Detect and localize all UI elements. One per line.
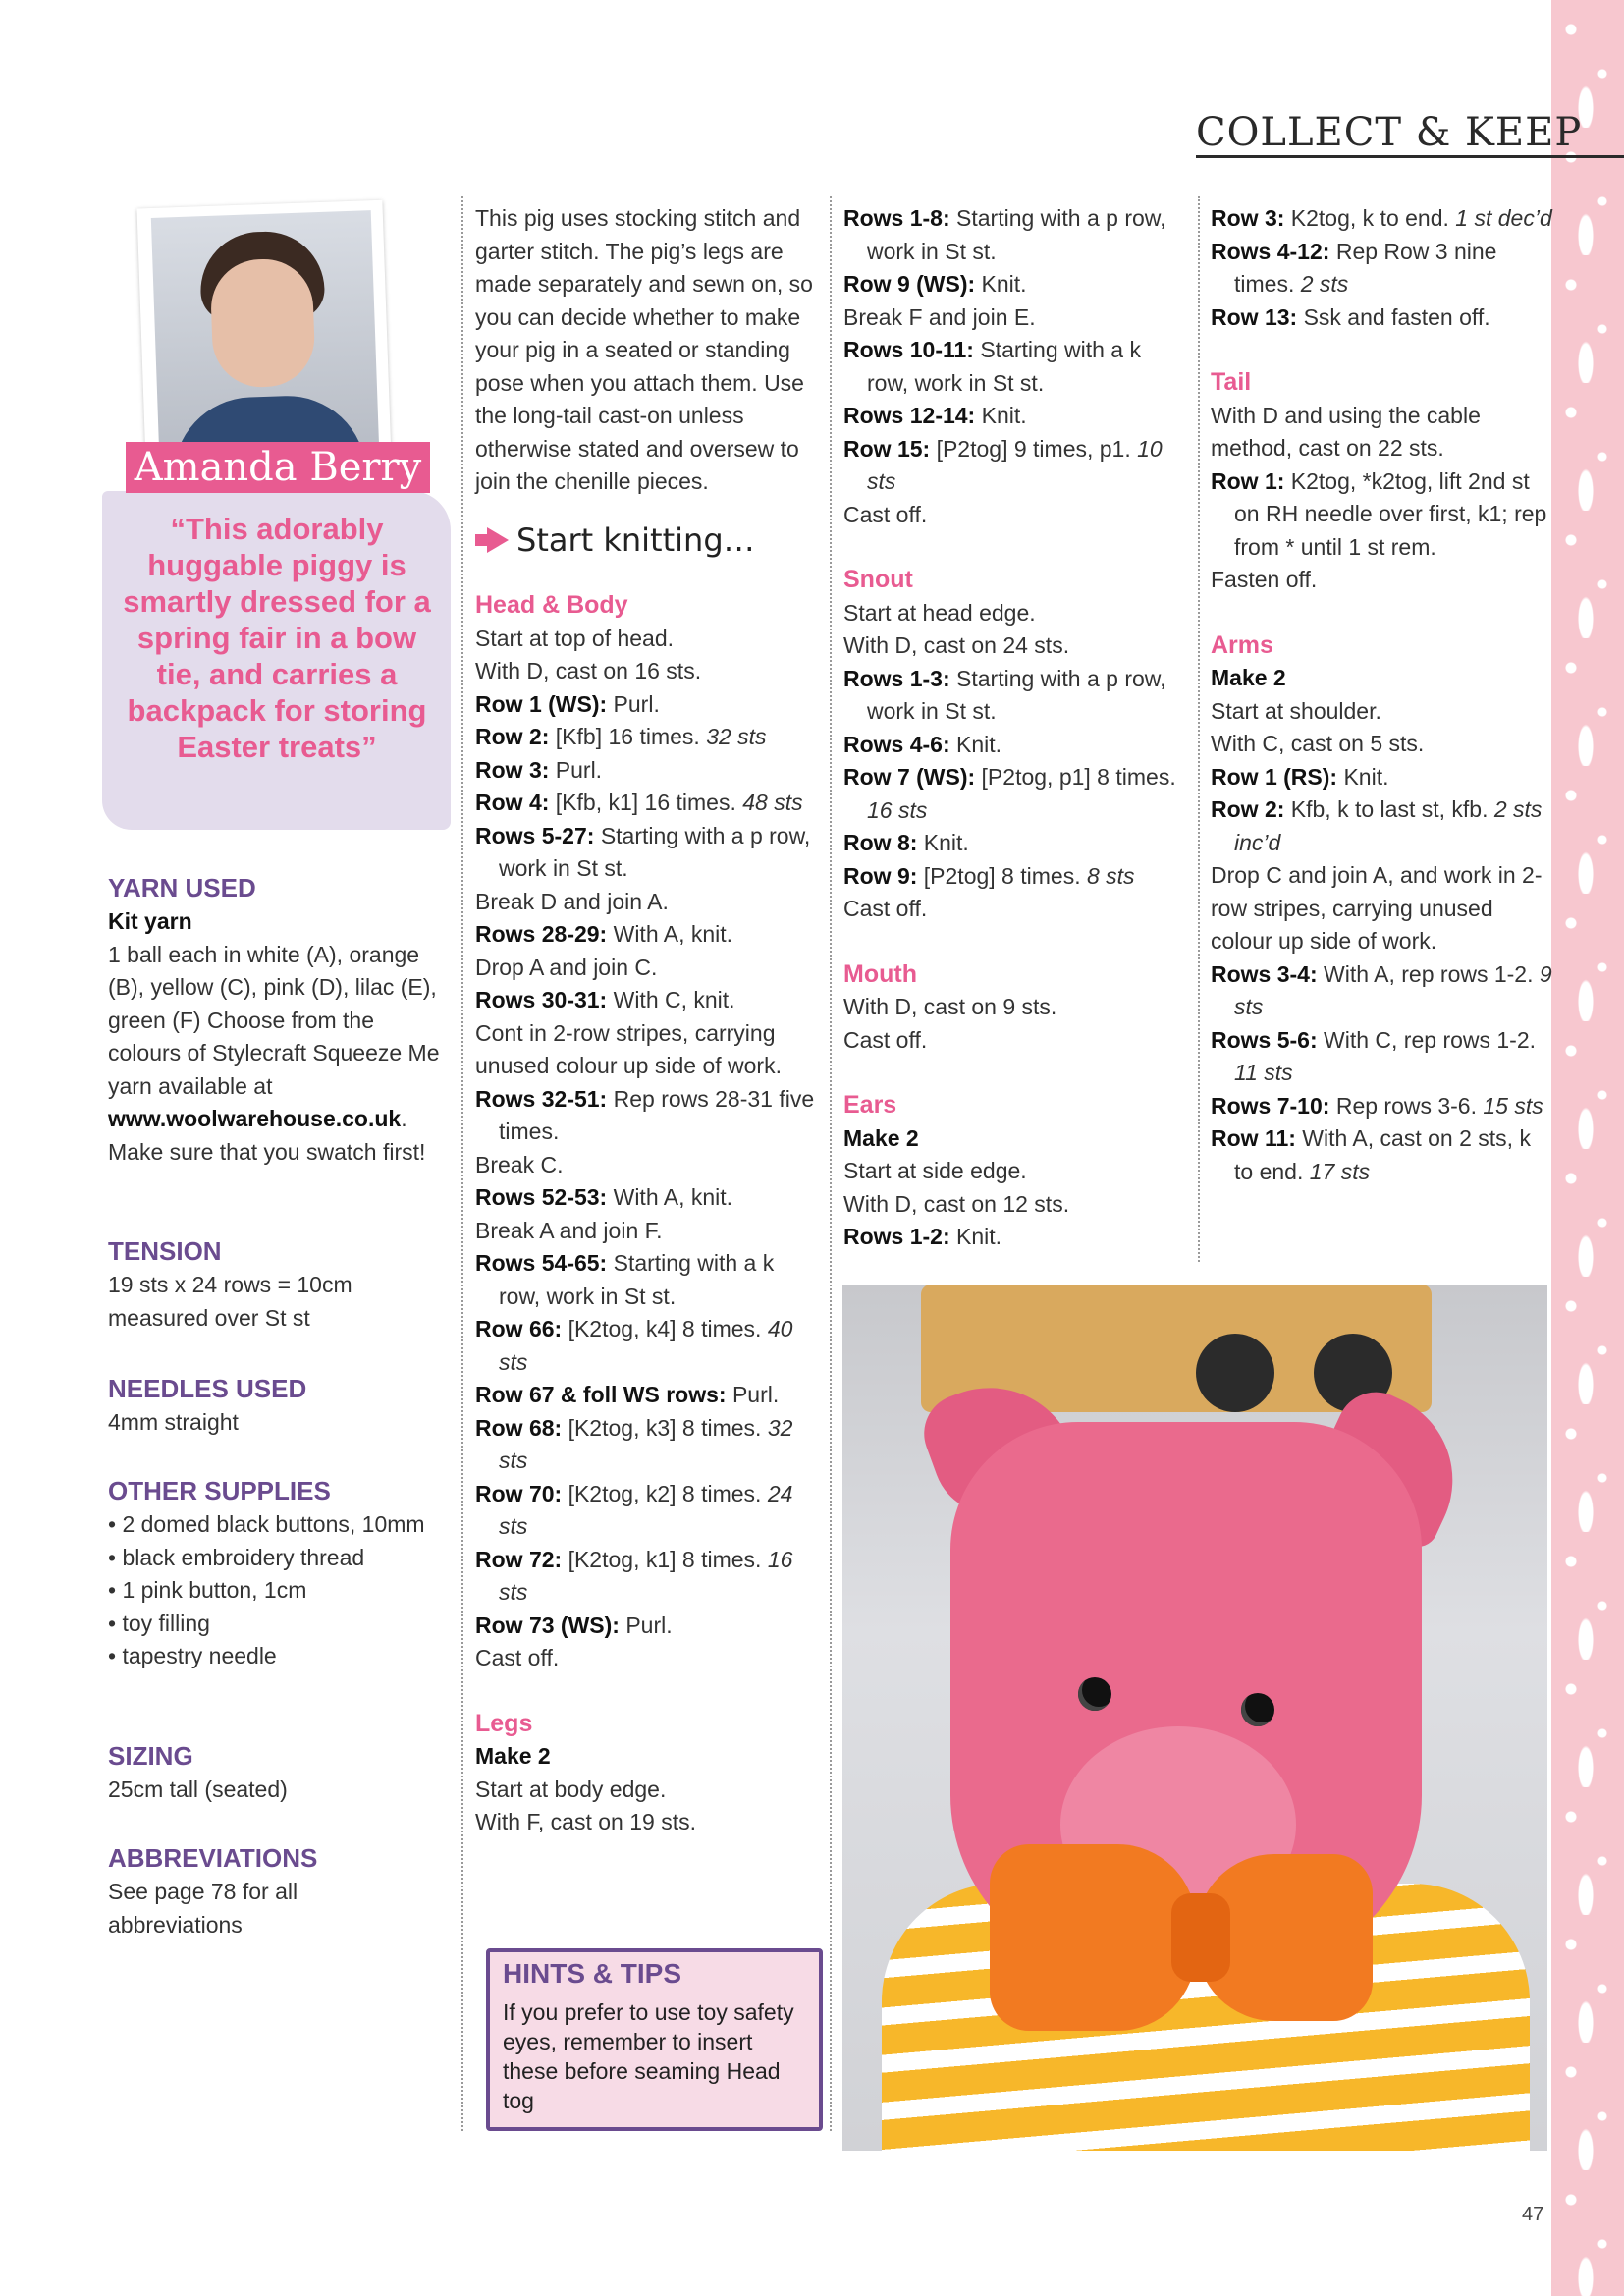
row-label: Row 8: <box>843 830 918 855</box>
supplies-section <box>108 1473 452 1673</box>
sizing-text: 25cm tall (seated) <box>108 1777 288 1802</box>
arms-instructions <box>1211 695 1554 1189</box>
row-label: Rows 4-6: <box>843 731 950 757</box>
row-label: Row 7 (WS): <box>843 764 976 790</box>
instruction-line <box>1211 465 1554 565</box>
row-label: Row 2: <box>1211 796 1285 822</box>
designer-quote: “This adorably huggable piggy is smartly dressed for a spring fair in a bow tie, and carries a backpack for storing Easter treats” <box>123 512 431 764</box>
tension-section <box>108 1233 452 1335</box>
row-label: Row 73 (WS): <box>475 1612 620 1638</box>
instruction-line <box>475 1181 819 1215</box>
ears-instructions <box>843 1155 1187 1254</box>
instruction-line <box>1211 761 1554 794</box>
tail-title: Tail <box>1211 368 1252 396</box>
instruction-line <box>843 268 1187 301</box>
mouth-instructions <box>843 991 1187 1057</box>
legs-make: Make 2 <box>475 1743 551 1769</box>
row-label: Row 13: <box>1211 303 1298 330</box>
instruction-text: Start at shoulder. <box>1211 697 1381 724</box>
row-label: Rows 28-29: <box>475 921 608 947</box>
ears-title: Ears <box>843 1091 897 1119</box>
instruction-line <box>843 893 1187 926</box>
instruction-line <box>475 1610 819 1643</box>
head-body-title: Head & Body <box>475 591 628 619</box>
instruction-text: Purl. <box>607 690 660 717</box>
instruction-line <box>1211 301 1554 335</box>
supply-item: • toy filling <box>108 1610 210 1636</box>
instruction-line <box>475 1774 819 1807</box>
instruction-line <box>475 1247 819 1313</box>
abbreviations-section <box>108 1840 344 1941</box>
designer-name: Amanda Berry <box>126 442 430 493</box>
row-label: Rows 52-53: <box>475 1184 608 1210</box>
stitch-count: 8 sts <box>1086 862 1135 889</box>
instruction-line <box>475 1544 819 1610</box>
instruction-text: [K2tog, k2] 8 times. <box>562 1480 768 1506</box>
row-label: Rows 30-31: <box>475 987 608 1012</box>
yarn-heading: YARN USED <box>108 873 256 902</box>
row-label: Rows 54-65: <box>475 1250 608 1276</box>
yarn-subheading: Kit yarn <box>108 908 192 934</box>
stitch-count: 10 sts <box>867 435 1163 494</box>
instruction-line <box>475 1379 819 1412</box>
row-label: Rows 1-8: <box>843 205 950 231</box>
instruction-line <box>843 301 1187 335</box>
instruction-text: [P2tog] 8 times. <box>917 862 1087 889</box>
row-label: Row 70: <box>475 1480 563 1506</box>
supply-item: • tapestry needle <box>108 1643 277 1668</box>
instruction-text: Knit. <box>949 1224 1002 1249</box>
legs-continued-instructions <box>843 202 1187 531</box>
instruction-line <box>1211 1024 1554 1090</box>
instruction-text: With D, cast on 9 sts. <box>843 994 1057 1019</box>
pattern-column-3 <box>1211 202 1554 1188</box>
row-label: Rows 7-10: <box>1211 1092 1330 1119</box>
instruction-line <box>475 1083 819 1149</box>
stitch-count: 32 sts <box>706 724 767 749</box>
instruction-line <box>843 334 1187 400</box>
instruction-text: With A, knit. <box>607 1184 733 1210</box>
instruction-line <box>475 787 819 820</box>
stitch-count: 16 sts <box>867 796 928 823</box>
instruction-line <box>475 655 819 688</box>
instruction-text: Knit. <box>975 403 1027 428</box>
instruction-text: [K2tog, k1] 8 times. <box>562 1546 768 1572</box>
row-label: Rows 5-6: <box>1211 1026 1318 1053</box>
instruction-text: Ssk and fasten off. <box>1297 303 1490 330</box>
instruction-text: With A, cast on 2 sts, k to end. <box>1234 1125 1531 1184</box>
row-label: Rows 5-27: <box>475 822 595 848</box>
start-knitting-label: Start knitting… <box>516 520 755 559</box>
instruction-text: Starting with a p row, work in St st. <box>499 822 811 881</box>
supplies-heading: OTHER SUPPLIES <box>108 1476 331 1505</box>
instruction-text: K2tog, *k2tog, lift 2nd st on RH needle over first, k1; rep from * until 1 st rem. <box>1234 467 1547 560</box>
yarn-section <box>108 870 452 1169</box>
instruction-text: Start at side edge. <box>843 1158 1027 1183</box>
instruction-text: [K2tog, k4] 8 times. <box>562 1316 768 1341</box>
instruction-line <box>1211 958 1554 1024</box>
truck-wheel <box>1196 1334 1274 1412</box>
instruction-text: Rep rows 28-31 five times. <box>499 1085 815 1144</box>
instruction-line <box>1211 400 1554 465</box>
sizing-section <box>108 1738 452 1807</box>
instruction-text: With F, cast on 19 sts. <box>475 1809 696 1834</box>
instruction-line <box>843 729 1187 762</box>
row-label: Row 9: <box>843 862 918 889</box>
instruction-text: Cast off. <box>843 896 928 921</box>
instruction-text: Starting with a p row, work in St st. <box>867 665 1166 724</box>
instruction-text: [Kfb] 16 times. <box>549 724 707 749</box>
row-label: Row 3: <box>475 756 550 783</box>
column-divider <box>461 196 463 2131</box>
pig-eye-right <box>1241 1693 1274 1726</box>
column-divider <box>1198 196 1200 1262</box>
instruction-text: Knit. <box>917 830 969 855</box>
instruction-text: Start at head edge. <box>843 599 1036 626</box>
instruction-line <box>843 499 1187 532</box>
header-rule <box>1196 155 1624 158</box>
abbreviations-heading: ABBREVIATIONS <box>108 1843 318 1873</box>
instruction-text: With C, rep rows 1-2. <box>1317 1026 1537 1053</box>
instruction-line <box>843 1188 1187 1222</box>
instruction-line <box>475 1478 819 1544</box>
instruction-text: Fasten off. <box>1211 567 1318 592</box>
instruction-text: Break C. <box>475 1151 564 1177</box>
row-label: Row 9 (WS): <box>843 271 976 297</box>
instruction-text: Starting with a k row, work in St st. <box>867 337 1141 396</box>
instruction-line <box>843 400 1187 433</box>
instruction-line <box>843 1221 1187 1254</box>
start-knitting-heading <box>475 520 819 559</box>
intro-text: This pig uses stocking stitch and garter stitch. The pig’s legs are made separately and sewn on, so you can decide whether to make your pig in a seated or standing pose when you attach them. Use the long-tail cast-on unless otherwise stated and oversew to join the chenille pieces. <box>475 205 813 494</box>
row-label: Rows 1-2: <box>843 1224 950 1249</box>
instruction-line <box>1211 1090 1554 1123</box>
sizing-heading: SIZING <box>108 1741 193 1771</box>
arms-make: Make 2 <box>1211 665 1286 690</box>
stitch-count: 9 sts <box>1234 960 1552 1019</box>
yarn-text: 1 ball each in white (A), orange (B), yellow (C), pink (D), lilac (E), green (F) Choose from the colours of Stylecraft Squeeze Me yarn available at <box>108 941 440 1099</box>
mouth-title: Mouth <box>843 959 917 988</box>
row-label: Row 3: <box>1211 205 1285 231</box>
head-body-instructions <box>475 623 819 1675</box>
column-divider <box>830 196 832 2131</box>
instruction-text: With C, cast on 5 sts. <box>1211 731 1425 756</box>
instruction-line <box>1211 1122 1554 1188</box>
ears-continued-instructions <box>1211 202 1554 334</box>
instruction-line <box>843 860 1187 894</box>
row-label: Row 72: <box>475 1546 563 1572</box>
instruction-text: With D and using the cable method, cast on 22 sts. <box>1211 402 1481 461</box>
instruction-line <box>843 629 1187 663</box>
instruction-line <box>843 597 1187 630</box>
needles-section <box>108 1371 452 1440</box>
instruction-text: Drop C and join A, and work in 2-row stripes, carrying unused colour up side of work. <box>1211 862 1543 954</box>
stitch-count: 24 sts <box>499 1480 793 1539</box>
snout-instructions <box>843 597 1187 926</box>
instruction-text: Drop A and join C. <box>475 954 658 980</box>
decorative-border <box>1551 0 1624 2296</box>
row-label: Rows 10-11: <box>843 337 974 362</box>
page-number: 47 <box>1522 2204 1544 2225</box>
instruction-line <box>475 1313 819 1379</box>
instruction-text: Break D and join A. <box>475 888 669 914</box>
instruction-line <box>1211 728 1554 761</box>
instruction-line <box>475 1806 819 1839</box>
instruction-line <box>843 1024 1187 1058</box>
instruction-text: With A, knit. <box>607 921 733 947</box>
instruction-line <box>843 433 1187 499</box>
instruction-text: Purl. <box>549 756 603 783</box>
yarn-text-end: . Make sure that you swatch first! <box>108 1106 426 1165</box>
yarn-url: www.woolwarehouse.co.uk <box>108 1106 402 1131</box>
instruction-line <box>1211 236 1554 301</box>
instruction-text: [K2tog, k3] 8 times. <box>562 1414 768 1441</box>
instruction-text: With C, knit. <box>607 987 735 1012</box>
instruction-line <box>843 761 1187 827</box>
row-label: Row 68: <box>475 1414 563 1441</box>
row-label: Row 1: <box>1211 467 1285 494</box>
instruction-line <box>475 820 819 886</box>
instruction-line <box>1211 202 1554 236</box>
instruction-text: With D, cast on 24 sts. <box>843 632 1070 658</box>
instruction-text: Starting with a p row, work in St st. <box>867 205 1166 264</box>
row-label: Rows 12-14: <box>843 403 976 428</box>
instruction-text: With A, rep rows 1-2. <box>1317 960 1540 987</box>
row-label: Rows 32-51: <box>475 1085 608 1112</box>
instruction-text: Cont in 2-row stripes, carrying unused colour up side of work. <box>475 1019 782 1078</box>
instruction-text: Knit. <box>1337 763 1389 790</box>
instruction-line <box>475 1642 819 1675</box>
stitch-count: 2 sts inc’d <box>1234 796 1543 855</box>
instruction-text: [P2tog] 9 times, p1. <box>930 435 1138 462</box>
instruction-line <box>1211 859 1554 958</box>
legs-title: Legs <box>475 1709 533 1737</box>
instruction-line <box>475 1149 819 1182</box>
instruction-line <box>475 886 819 919</box>
instruction-text: With D, cast on 16 sts. <box>475 658 702 683</box>
hints-title: HINTS & TIPS <box>503 1958 682 1989</box>
instruction-text: Knit. <box>975 271 1027 297</box>
instruction-line <box>475 1215 819 1248</box>
ears-make: Make 2 <box>843 1124 919 1151</box>
row-label: Row 1 (RS): <box>1211 763 1338 790</box>
tension-text: 19 sts x 24 rows = 10cm measured over St st <box>108 1272 352 1331</box>
instruction-text: Purl. <box>726 1382 780 1407</box>
instruction-text: [Kfb, k1] 16 times. <box>549 790 743 815</box>
arms-title: Arms <box>1211 630 1273 659</box>
needles-heading: NEEDLES USED <box>108 1374 307 1403</box>
abbreviations-text: See page 78 for all abbreviations <box>108 1879 298 1938</box>
instruction-line <box>475 623 819 656</box>
instruction-line <box>475 1412 819 1478</box>
instruction-line <box>475 984 819 1017</box>
row-label: Row 66: <box>475 1316 563 1341</box>
stitch-count: 2 sts <box>1300 271 1349 297</box>
section-header-title: COLLECT & KEEP <box>1196 110 1583 155</box>
instruction-text: Start at top of head. <box>475 625 675 651</box>
stitch-count: 32 sts <box>499 1414 793 1473</box>
instruction-line <box>1211 793 1554 859</box>
instruction-line <box>843 827 1187 860</box>
supply-item: • black embroidery thread <box>108 1544 365 1570</box>
stitch-count: 48 sts <box>742 790 803 815</box>
snout-title: Snout <box>843 566 913 593</box>
needles-text: 4mm straight <box>108 1409 239 1435</box>
row-label: Row 67 & foll WS rows: <box>475 1382 727 1407</box>
tension-heading: TENSION <box>108 1236 222 1266</box>
pig-toy-photo <box>842 1285 1547 2151</box>
instruction-line <box>475 721 819 754</box>
instruction-line <box>843 202 1187 268</box>
pig-bow-tie-knot <box>1171 1893 1230 1982</box>
instruction-text: Rep Row 3 nine times. <box>1234 238 1497 297</box>
instruction-line <box>843 663 1187 729</box>
instruction-text: Break F and join E. <box>843 303 1036 330</box>
designer-portrait <box>136 200 391 468</box>
instruction-text: Knit. <box>949 731 1002 757</box>
supply-item: • 2 domed black buttons, 10mm <box>108 1511 425 1537</box>
instruction-text: Break A and join F. <box>475 1217 663 1243</box>
instruction-text: [P2tog, p1] 8 times. <box>975 764 1176 790</box>
row-label: Rows 1-3: <box>843 665 950 691</box>
instruction-line <box>843 1155 1187 1188</box>
stitch-count: 17 sts <box>1309 1158 1371 1184</box>
legs-instructions <box>475 1774 819 1839</box>
instruction-text: Rep rows 3-6. <box>1329 1092 1484 1119</box>
instruction-text: With D, cast on 12 sts. <box>843 1190 1070 1217</box>
stitch-count: 15 sts <box>1483 1092 1543 1119</box>
hints-text: If you prefer to use toy safety eyes, remember to insert these before seaming Head tog <box>503 1999 794 2113</box>
row-label: Row 4: <box>475 790 550 815</box>
pattern-column-2 <box>843 202 1187 1254</box>
instruction-text: Starting with a k row, work in St st. <box>499 1250 775 1309</box>
supply-item: • 1 pink button, 1cm <box>108 1577 307 1603</box>
row-label: Row 1 (WS): <box>475 690 608 717</box>
instruction-text: Start at body edge. <box>475 1776 667 1802</box>
instruction-text: Cast off. <box>843 1026 928 1053</box>
portrait-face <box>209 257 315 389</box>
pig-bow-tie-left <box>990 1844 1196 2031</box>
instruction-text: K2tog, k to end. <box>1284 205 1456 231</box>
instruction-text: Purl. <box>619 1612 673 1638</box>
stitch-count: 1 st dec’d <box>1455 205 1552 231</box>
row-label: Rows 3-4: <box>1211 960 1318 987</box>
instruction-line <box>1211 564 1554 597</box>
instruction-line <box>475 688 819 722</box>
instruction-line <box>475 918 819 952</box>
instruction-line <box>1211 695 1554 729</box>
instruction-text: Cast off. <box>475 1645 560 1670</box>
stitch-count: 11 sts <box>1234 1060 1293 1085</box>
row-label: Row 11: <box>1211 1125 1296 1151</box>
instruction-line <box>475 952 819 985</box>
stitch-count: 40 sts <box>499 1316 793 1375</box>
row-label: Row 2: <box>475 724 550 749</box>
instruction-text: Kfb, k to last st, kfb. <box>1284 796 1494 822</box>
arrow-right-icon <box>487 527 509 553</box>
instruction-line <box>475 1017 819 1083</box>
row-label: Row 15: <box>843 435 931 462</box>
supplies-list <box>108 1508 452 1673</box>
pattern-column-1 <box>475 202 819 1839</box>
instruction-line <box>475 754 819 788</box>
stitch-count: 16 sts <box>499 1546 793 1605</box>
instruction-text: Cast off. <box>843 501 928 527</box>
pig-eye-left <box>1078 1677 1111 1711</box>
portrait-photo <box>151 210 379 454</box>
tail-instructions <box>1211 400 1554 597</box>
row-label: Rows 4-12: <box>1211 238 1330 264</box>
instruction-line <box>843 991 1187 1024</box>
